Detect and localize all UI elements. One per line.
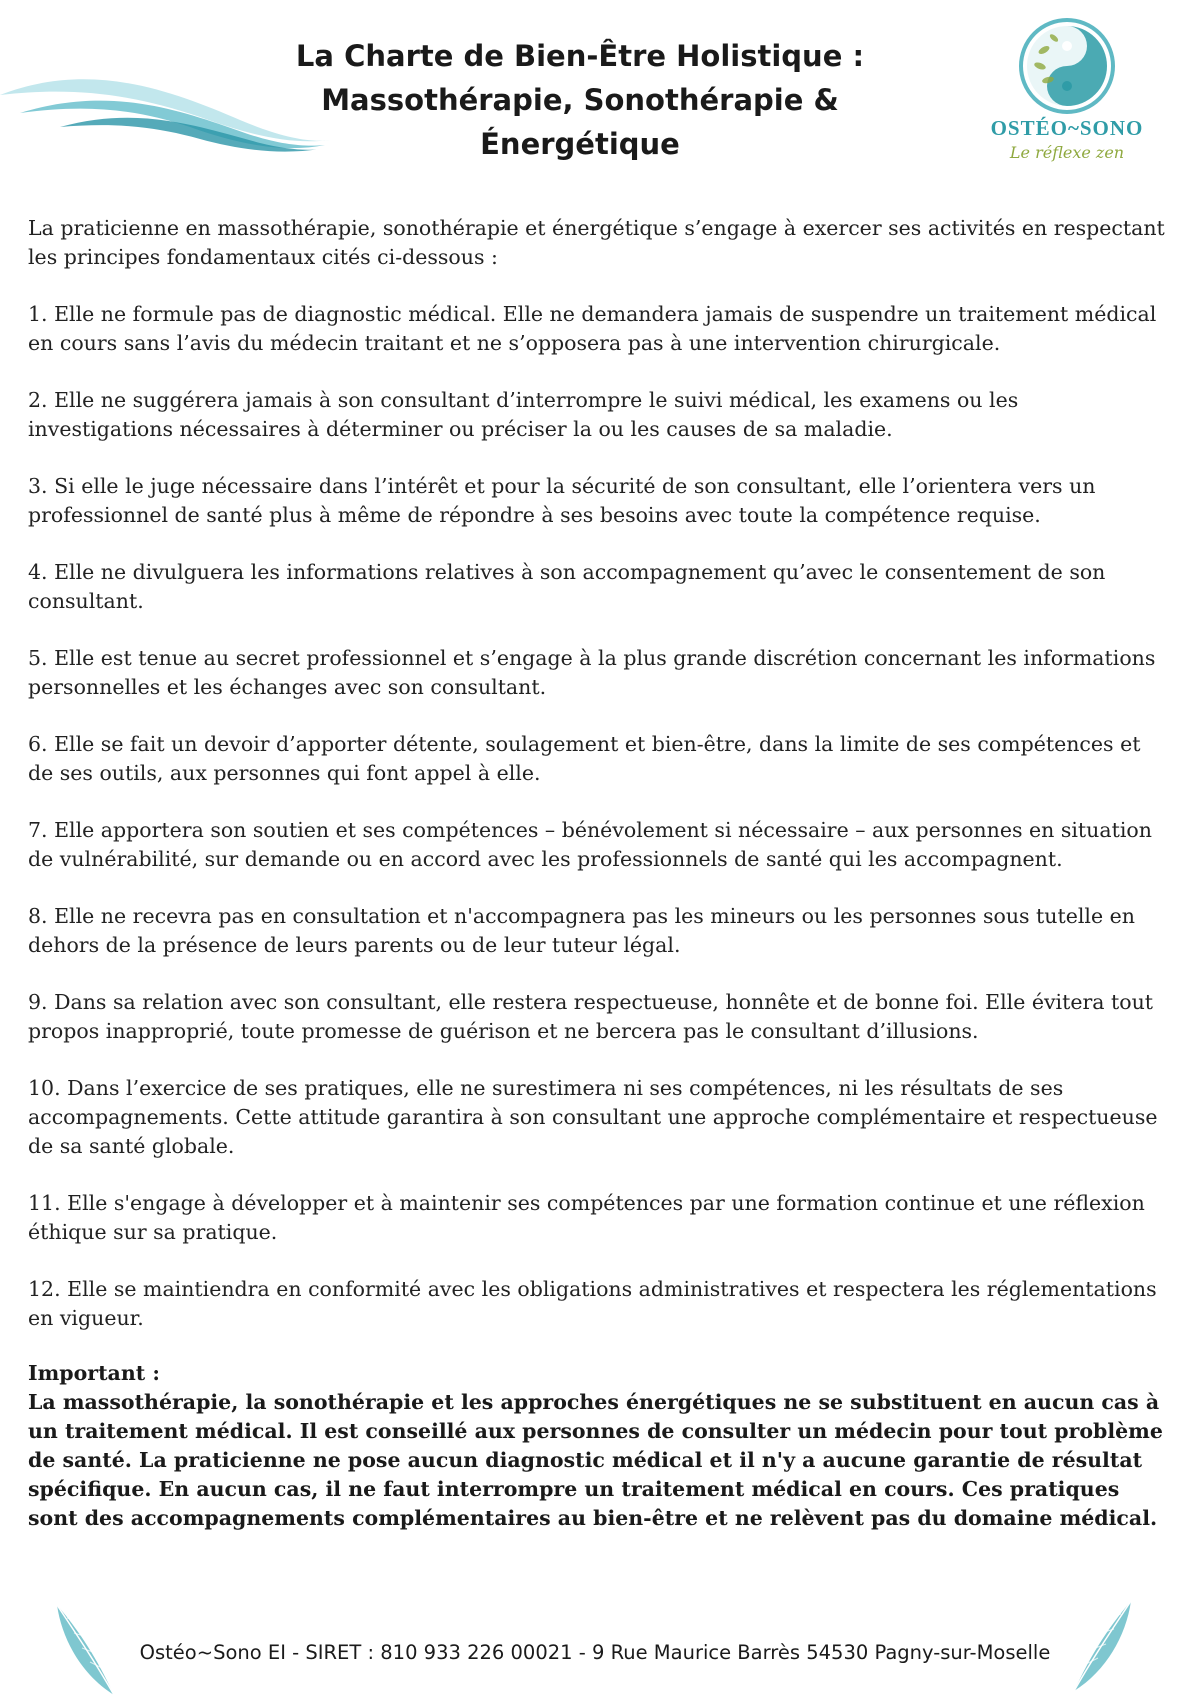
principle-item-10: 10. Dans l’exercice de ses pratiques, elle ne surestimera ni ses compétences, ni les résultats de ses accompagnements. Cette attitude garantira à son consultant une approche complémentaire et respectueuse de sa santé globale.: [28, 1076, 1158, 1158]
principle-item-1: 1. Elle ne formule pas de diagnostic médical. Elle ne demandera jamais de suspendre un traitement médical en cours sans l’avis du médecin traitant et ne s’opposera pas à une intervention chirurgicale.: [28, 302, 1157, 355]
principle-item-11: 11. Elle s'engage à développer et à maintenir ses compétences par une formation continue et une réflexion éthique sur sa pratique.: [28, 1191, 1145, 1244]
page-title: [230, 34, 930, 166]
principle-item-12: 12. Elle se maintiendra en conformité avec les obligations administratives et respectera les réglementations en vigueur.: [28, 1277, 1157, 1330]
title-line-1: La Charte de Bien-Être Holistique :: [295, 39, 865, 73]
intro-paragraph: La praticienne en massothérapie, sonothérapie et énergétique s’engage à exercer ses activités en respectant les principes fondamentaux cités ci-dessous :: [28, 216, 1165, 269]
principle-item-3: 3. Si elle le juge nécessaire dans l’intérêt et pour la sécurité de son consultant, elle l’orientera vers un professionnel de santé plus à même de répondre à ses besoins avec toute la compétence requise.: [28, 474, 1096, 527]
principle-item-9: 9. Dans sa relation avec son consultant, elle restera respectueuse, honnête et de bonne foi. Elle évitera tout propos inapproprié, toute promesse de guérison et ne bercera pas le consultant d’illusions.: [28, 990, 1154, 1043]
important-title: Important :: [28, 1361, 160, 1385]
footer-address: Ostéo~Sono EI - SIRET : 810 933 226 00021 - 9 Rue Maurice Barrès 54530 Pagny-sur-Moselle: [139, 1641, 1051, 1664]
important-text: La massothérapie, la sonothérapie et les approches énergétiques ne se substituent en aucun cas à un traitement médical. Il est conseillé aux personnes de consulter un médecin pour tout problème de santé. La praticienne ne pose aucun diagnostic médical et il n'y a aucune garantie de résultat spécifique. En aucun cas, il ne faut interrompre un traitement médical en cours. Ces pratiques sont des accompagnements complémentaires au bien-être et ne relèvent pas du domaine médical.: [28, 1390, 1163, 1530]
principle-item-4: 4. Elle ne divulguera les informations relatives à son accompagnement qu’avec le consentement de son consultant.: [28, 560, 1106, 613]
principle-item-7: 7. Elle apportera son soutien et ses compétences – bénévolement si nécessaire – aux personnes en situation de vulnérabilité, sur demande ou en accord avec les professionnels de santé qui les accompagnent.: [28, 818, 1152, 871]
logo-name: OSTÉO~SONO: [990, 116, 1144, 140]
principle-item-6: 6. Elle se fait un devoir d’apporter détente, soulagement et bien-être, dans la limite de ses compétences et de ses outils, aux personnes qui font appel à elle.: [28, 732, 1141, 785]
leaf-left-icon: [52, 1600, 122, 1700]
important-notice: [28, 1359, 1168, 1533]
principle-item-2: 2. Elle ne suggérera jamais à son consultant d’interrompre le suivi médical, les examens ou les investigations nécessaires à déterminer ou préciser la ou les causes de sa maladie.: [28, 388, 1019, 441]
title-line-2: Massothérapie, Sonothérapie & Énergétique: [321, 83, 839, 161]
logo-tagline: Le réflexe zen: [1009, 143, 1125, 162]
charter-content: [28, 214, 1168, 1533]
leaf-right-icon: [1066, 1596, 1136, 1696]
principle-item-5: 5. Elle est tenue au secret professionnel et s’engage à la plus grande discrétion concernant les informations personnelles et les échanges avec son consultant.: [28, 646, 1156, 699]
principle-item-8: 8. Elle ne recevra pas en consultation et n'accompagnera pas les mineurs ou les personnes sous tutelle en dehors de la présence de leurs parents ou de leur tuteur légal.: [28, 904, 1135, 957]
